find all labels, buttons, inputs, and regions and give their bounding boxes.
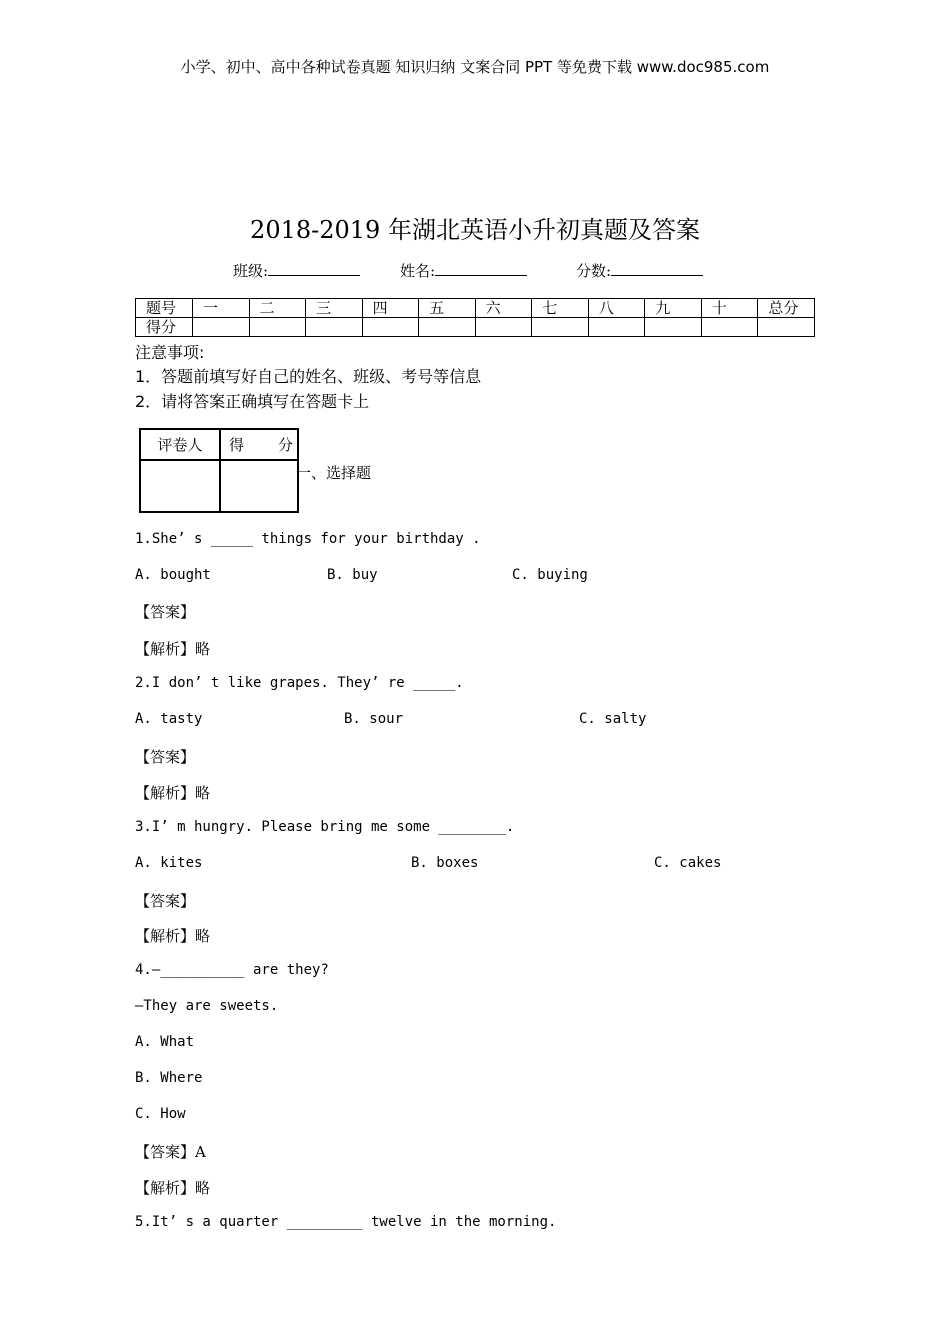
answer-label: 【答案】 bbox=[135, 603, 196, 621]
score-field bbox=[576, 260, 703, 281]
score-table-cell: 一 bbox=[193, 299, 250, 318]
score-entry-cell[interactable] bbox=[701, 318, 758, 337]
score-entry-cell[interactable] bbox=[306, 318, 363, 337]
score-entry-cell[interactable] bbox=[362, 318, 419, 337]
question-stem: 5.It’ s a quarter _________ twelve in the morning. bbox=[135, 1214, 557, 1230]
class-field bbox=[233, 260, 360, 281]
score-table-cell: 六 bbox=[475, 299, 532, 318]
score-table-cell: 四 bbox=[362, 299, 419, 318]
score-entry-cell[interactable] bbox=[645, 318, 702, 337]
score-table-cell: 七 bbox=[532, 299, 589, 318]
option-b: B. buy bbox=[327, 567, 378, 583]
class-blank bbox=[268, 261, 360, 276]
score-table bbox=[135, 298, 815, 337]
score-entry-cell[interactable] bbox=[249, 318, 306, 337]
score-entry-cell[interactable] bbox=[193, 318, 250, 337]
grader-box bbox=[139, 428, 299, 513]
score-header-right: 分 bbox=[277, 436, 293, 454]
score-table-cell: 十 bbox=[701, 299, 758, 318]
analysis-label: 【解析】略 bbox=[135, 784, 211, 802]
score-table-cell: 五 bbox=[419, 299, 476, 318]
question-stem: 2.I don’ t like grapes. They’ re _____. bbox=[135, 675, 464, 691]
option-b: B. Where bbox=[135, 1070, 203, 1086]
name-blank bbox=[435, 261, 527, 276]
score-table-cell: 八 bbox=[588, 299, 645, 318]
name-label: 姓名: bbox=[400, 262, 436, 280]
question-reply: —They are sweets. bbox=[135, 998, 279, 1014]
option-a: A. bought bbox=[135, 567, 211, 583]
analysis-label: 【解析】略 bbox=[135, 640, 211, 658]
score-table-score-row bbox=[136, 318, 815, 337]
section-title: 一、选择题 bbox=[296, 464, 372, 482]
option-c: C. cakes bbox=[654, 855, 722, 871]
score-entry-cell[interactable] bbox=[475, 318, 532, 337]
option-b: B. sour bbox=[344, 711, 404, 727]
notes-item: 2．请将答案正确填写在答题卡上 bbox=[135, 392, 370, 411]
notes-heading: 注意事项: bbox=[135, 343, 205, 362]
score-table-header-row bbox=[136, 299, 815, 318]
answer-label: 【答案】A bbox=[135, 1143, 206, 1161]
score-entry-cell[interactable] bbox=[419, 318, 476, 337]
reviewer-entry[interactable] bbox=[140, 460, 220, 512]
score-entry-cell[interactable] bbox=[588, 318, 645, 337]
score-table-cell: 二 bbox=[249, 299, 306, 318]
notes-item: 1．答题前填写好自己的姓名、班级、考号等信息 bbox=[135, 367, 482, 386]
option-c: C. buying bbox=[512, 567, 588, 583]
score-blank bbox=[611, 261, 703, 276]
page-title: 2018-2019 年湖北英语小升初真题及答案 bbox=[250, 216, 700, 244]
analysis-label: 【解析】略 bbox=[135, 1179, 211, 1197]
class-label: 班级: bbox=[233, 262, 269, 280]
score-entry-cell[interactable] bbox=[758, 318, 815, 337]
option-c: C. How bbox=[135, 1106, 186, 1122]
score-header-left: 得 bbox=[229, 436, 245, 454]
name-field bbox=[400, 260, 527, 281]
option-a: A. What bbox=[135, 1034, 195, 1050]
score-header bbox=[220, 429, 298, 460]
score-row-label: 得分 bbox=[136, 318, 193, 337]
score-table-cell: 题号 bbox=[136, 299, 193, 318]
option-c: C. salty bbox=[579, 711, 647, 727]
analysis-label: 【解析】略 bbox=[135, 927, 211, 945]
answer-label: 【答案】 bbox=[135, 892, 196, 910]
option-a: A. kites bbox=[135, 855, 203, 871]
question-stem: 1.She’ s _____ things for your birthday . bbox=[135, 531, 481, 547]
option-b: B. boxes bbox=[411, 855, 479, 871]
answer-label: 【答案】 bbox=[135, 748, 196, 766]
site-header: 小学、初中、高中各种试卷真题 知识归纳 文案合同 PPT 等免费下载 www.doc985.com bbox=[180, 58, 770, 76]
option-a: A. tasty bbox=[135, 711, 203, 727]
score-table-cell: 总分 bbox=[758, 299, 815, 318]
score-entry-cell[interactable] bbox=[532, 318, 589, 337]
score-entry[interactable] bbox=[220, 460, 298, 512]
question-stem: 4.—__________ are they? bbox=[135, 962, 329, 978]
score-table-cell: 三 bbox=[306, 299, 363, 318]
reviewer-label: 评卷人 bbox=[140, 429, 220, 460]
score-table-cell: 九 bbox=[645, 299, 702, 318]
score-label: 分数: bbox=[576, 262, 612, 280]
question-stem: 3.I’ m hungry. Please bring me some ________. bbox=[135, 819, 515, 835]
